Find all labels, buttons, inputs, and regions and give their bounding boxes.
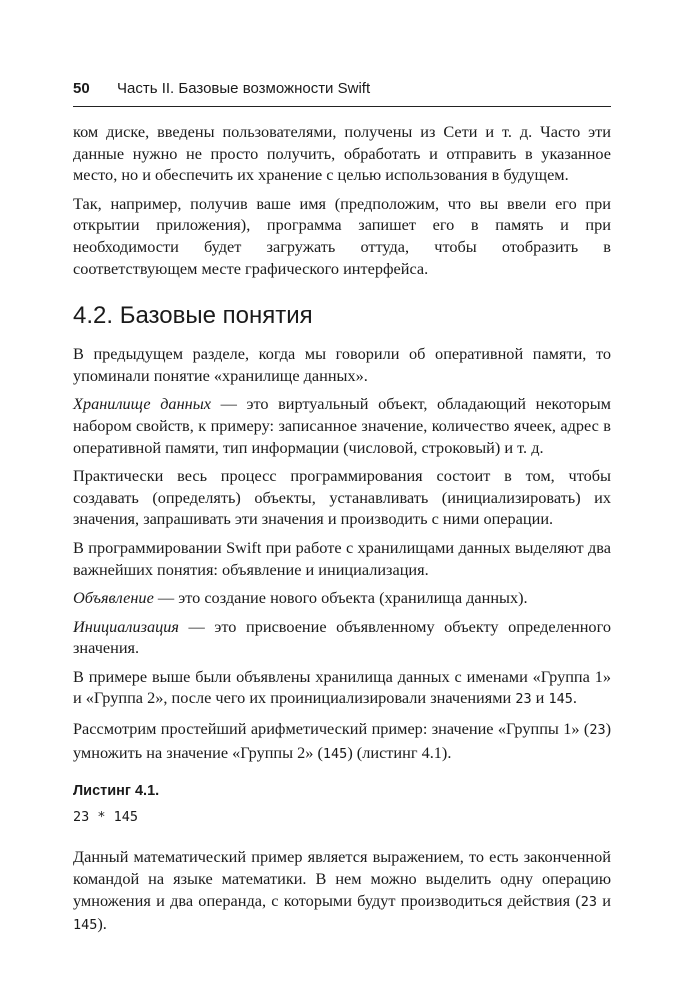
paragraph-11-a: Данный математический пример является выражением, то есть законченной командой на языке математики. В нем можно выделить одну операцию умножения и два операнда, с которыми будут производиться действия ( <box>73 847 611 910</box>
paragraph-10 <box>73 718 611 765</box>
page-body <box>73 121 611 944</box>
value-23: 23 <box>589 722 606 739</box>
paragraph-10-c: ) (листинг 4.1). <box>347 742 452 762</box>
value-23: 23 <box>580 893 598 910</box>
paragraph-6: В программировании Swift при работе с хранилищами данных выделяют два важнейших понятия: объявление и инициализация. <box>73 537 611 579</box>
paragraph-10-b: ) умножить на значение «Группы 2» ( <box>73 719 611 762</box>
paragraph-11-b: и <box>597 890 611 910</box>
value-145: 145 <box>322 745 348 762</box>
paragraph-11-c: ). <box>97 914 107 934</box>
term-storage: Хранилище данных <box>73 394 211 414</box>
term-declaration: Объявление <box>73 588 154 608</box>
running-title: Часть II. Базовые возможности Swift <box>117 80 371 97</box>
definition-initialization-text: — это присвоение объявленному объекту определенного значения. <box>73 616 611 658</box>
paragraph-9 <box>73 666 611 711</box>
paragraph-9-end: . <box>572 688 577 708</box>
section-heading: 4.2. Базовые понятия <box>73 302 313 330</box>
paragraph-definition-declaration <box>73 587 611 609</box>
paragraph-1: ком диске, введены пользователями, получены из Сети и т. д. Часто эти данные нужно не просто получить, обработать и отправить в указанное место, но и обеспечить их хранение с целью использования в будущем. <box>73 122 611 185</box>
paragraph-definition-initialization <box>73 616 611 659</box>
term-initialization: Инициализация <box>73 616 179 636</box>
value-23: 23 <box>515 691 532 708</box>
paragraph-9-mid: и <box>531 688 549 708</box>
paragraph-definition-storage <box>73 393 611 458</box>
paragraph-9-text: В примере выше были объявлены хранилища данных с именами «Группа 1» и «Группа 2», после чего их проинициализировали значениями <box>73 666 611 708</box>
paragraph-5: Практически весь процесс программирования состоит в том, чтобы создавать (определять) объекты, устанавливать (инициализировать) их значения, запрашивать эти значения и производить с ними операции. <box>73 466 611 529</box>
paragraph-10-a: Рассмотрим простейший арифметический пример: значение «Группы 1» ( <box>73 719 590 739</box>
page-number: 50 <box>73 80 90 97</box>
running-header <box>73 80 611 107</box>
listing-title: Листинг 4.1. <box>73 783 160 800</box>
listing-code: 23 * 145 <box>73 808 139 825</box>
definition-storage-text: — это виртуальный объект, обладающий некоторым набором свойств, к примеру: записанное значение, количество ячеек, адрес в оперативной памяти, тип информации (числовой, строковый) и т. д. <box>73 394 611 457</box>
paragraph-2: Так, например, получив ваше имя (предположим, что вы ввели его при открытии приложения), программа запишет его в память и при необходимости будет загружать оттуда, чтобы отобразить в соответствующем месте графического интерфейса. <box>73 193 611 278</box>
paragraph-11 <box>73 846 611 936</box>
value-145: 145 <box>73 917 98 934</box>
paragraph-3: В предыдущем разделе, когда мы говорили об оперативной памяти, то упоминали понятие «хранилище данных». <box>73 344 611 385</box>
definition-declaration-text: — это создание нового объекта (хранилища данных). <box>153 588 528 608</box>
value-145: 145 <box>548 691 573 708</box>
